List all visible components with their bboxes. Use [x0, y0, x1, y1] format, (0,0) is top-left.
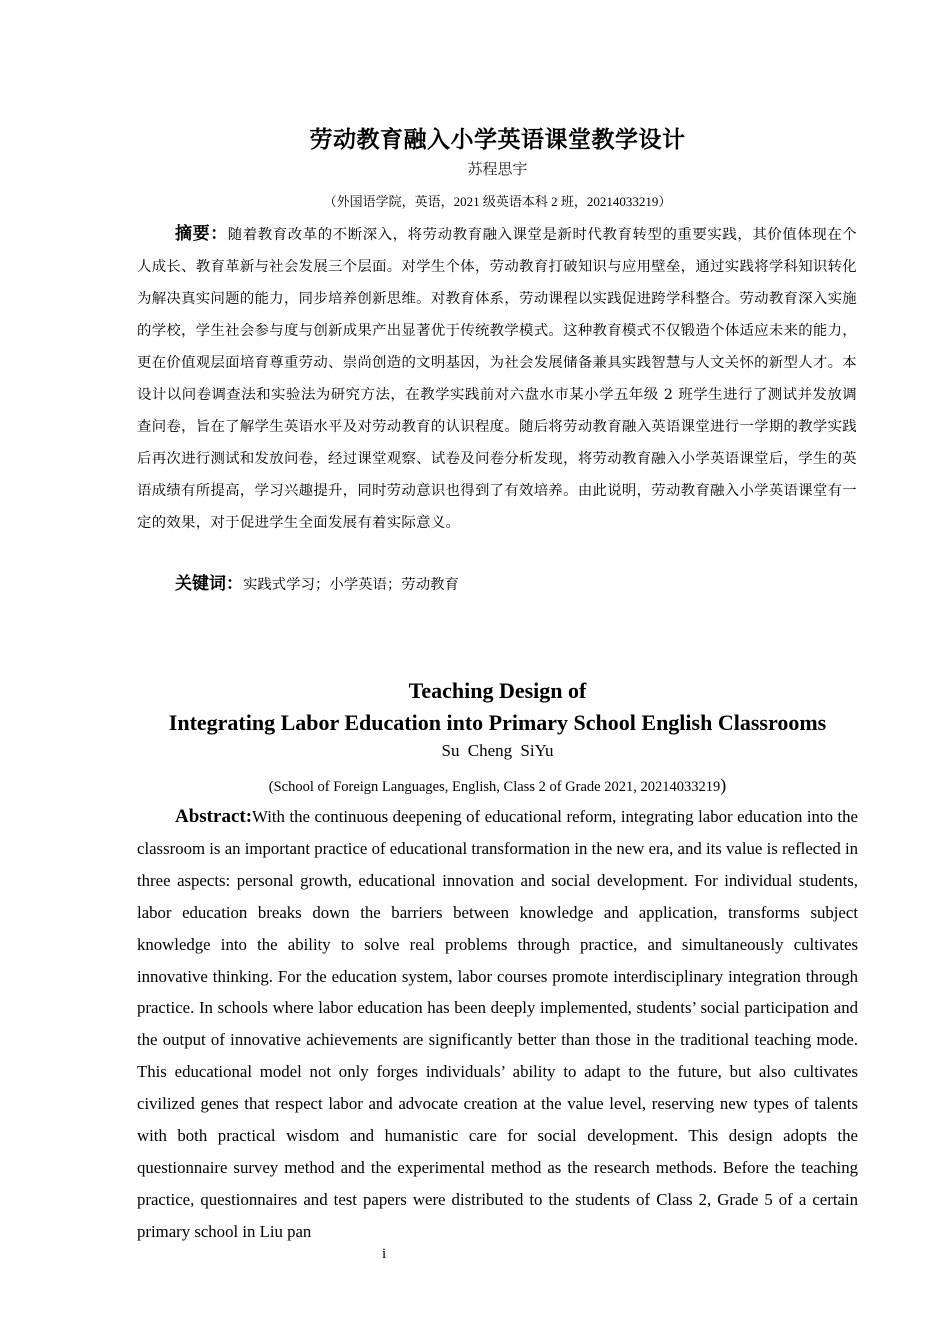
chinese-keywords-text: 实践式学习；小学英语；劳动教育 [243, 577, 459, 593]
english-title-line1: Teaching Design of [408, 678, 587, 703]
chinese-abstract-text: 随着教育改革的不断深入，将劳动教育融入课堂是新时代教育转型的重要实践，其价值体现在个人成长、教育革新与社会发展三个层面。对学生个体，劳动教育打破知识与应用壁垒，通过实践将学科知识转化为解决真实问题的能力，同步培养创新思维。对教育体系，劳动课程以实践促进跨学科整合。劳动教育深入实施的学校，学生社会参与度与创新成果产出显著优于传统教学模式。这种教育模式不仅锻造个体适应未来的能力，更在价值观层面培育尊重劳动、崇尚创造的文明基因，为社会发展储备兼具实践智慧与人文关怀的新型人才。本设计以问卷调查法和实验法为研究方法，在教学实践前对六盘水市某小学五年级 2 班学生进行了测试并发放调查问卷，旨在了解学生英语水平及对劳动教育的认识程度。随后将劳动教育融入英语课堂进行一学期的教学实践后再次进行测试和发放问卷，经过课堂观察、试卷及问卷分析发现，将劳动教育融入小学英语课堂后，学生的英语成绩有所提高，学习兴趣提升，同时劳动意识也得到了有效培养。由此说明，劳动教育融入小学英语课堂有一定的效果，对于促进学生全面发展有着实际意义。 [137, 227, 857, 531]
page-number: i [382, 1246, 387, 1262]
chinese-abstract-label: 摘要： [175, 224, 228, 244]
english-title [0, 675, 950, 739]
chinese-keywords [175, 570, 459, 599]
english-abstract-text: With the continuous deepening of educational reform, integrating labor education into the classroom is an important practice of educational transformation in the new era, and its value is reflected in three aspects: personal growth, educational innovation and social development. For individual students, labor education breaks down the barriers between knowledge and application, transforms subject knowledge into the ability to solve real problems through practice, and simultaneously cultivates innovative thinking. For the education system, labor courses promote interdisciplinary integration through practice. In schools where labor education has been deeply implemented, students’ social participation and the output of innovative achievements are significantly better than those in the traditional teaching mode. This educational model not only forges individuals’ ability to adapt to the future, but also cultivates civilized genes that respect labor and advocate creation at the value level, reserving new types of talents with both practical wisdom and humanistic care for social development. This design adopts the questionnaire survey method and the experimental method as the research methods. Before the teaching practice, questionnaires and test papers were distributed to the students of Class 2, Grade 5 of a certain primary school in Liu pan [137, 807, 858, 1241]
chinese-abstract [137, 218, 857, 539]
chinese-keywords-label: 关键词： [175, 574, 243, 594]
chinese-author: 苏程思宇 [467, 160, 528, 178]
chinese-title: 劳动教育融入小学英语课堂教学设计 [309, 127, 686, 153]
chinese-affiliation: （外国语学院，英语，2021 级英语本科 2 班，20214033219） [323, 194, 672, 209]
english-title-line2: Integrating Labor Education into Primary School English Classrooms [168, 710, 827, 735]
english-affiliation [0, 775, 950, 796]
english-abstract [137, 801, 858, 1248]
english-affiliation-close: ) [720, 775, 727, 795]
english-abstract-label: Abstract: [175, 806, 253, 827]
english-affiliation-text: (School of Foreign Languages, English, Class 2 of Grade 2021, 20214033219 [268, 779, 721, 795]
english-author: Su Cheng SiYu [441, 741, 554, 760]
